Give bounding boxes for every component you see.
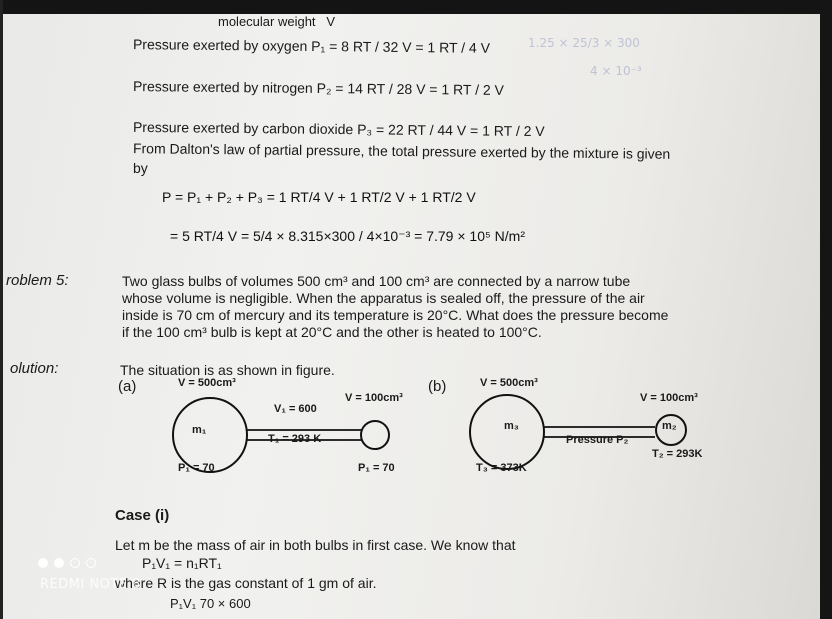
pencil-note-2: 4 × 10⁻³ — [590, 64, 642, 78]
figure-b-tag: (b) — [428, 378, 447, 395]
case-title: Case (i) — [115, 507, 170, 524]
top-cut-text: molecular weight V — [218, 14, 336, 29]
pencil-note-1: 1.25 × 25/3 × 300 — [528, 36, 640, 50]
camera-watermark: REDMI NOTE 8 — [40, 577, 141, 592]
fig-a-p-right: P₁ = 70 — [358, 462, 395, 474]
fig-a-m1: m₁ — [192, 424, 207, 436]
fig-b-m3: m₃ — [504, 420, 519, 432]
fig-b-v-big: V = 500cm³ — [480, 377, 538, 389]
fig-a-v-big: V = 500cm³ — [178, 377, 236, 389]
fig-a-p-left: P₁ = 70 — [178, 462, 215, 474]
fig-b-t2: T₂ = 293K — [652, 448, 703, 460]
solution-label: olution: — [10, 360, 59, 377]
case-cut-line: P₁V₁ 70 × 600 — [170, 596, 251, 611]
co2-pressure-line: Pressure exerted by carbon dioxide P₃ = 22 RT / 44 V = 1 RT / 2 V — [132, 118, 545, 140]
problem-line-2: whose volume is negligible. When the apparatus is sealed off, the pressure of the air — [122, 290, 645, 306]
fig-a-v1: V₁ = 600 — [274, 403, 317, 415]
case-text: Let m be the mass of air in both bulbs in first case. We know that — [115, 537, 516, 553]
fig-b-m2: m₂ — [662, 420, 677, 432]
camera-dots-icon — [38, 555, 102, 573]
fig-a-v-small: V = 100cm³ — [345, 392, 403, 404]
problem-label: roblem 5: — [6, 272, 69, 289]
nitrogen-pressure-line: Pressure exerted by nitrogen P₂ = 14 RT / 28 V = 1 RT / 2 V — [132, 78, 505, 98]
dalton-text-1: From Dalton's law of partial pressure, the total pressure exerted by the mixture is given — [132, 140, 671, 162]
big-bulb-a — [173, 398, 247, 472]
solution-intro: The situation is as shown in figure. — [120, 362, 335, 378]
fig-b-t3: T₃ = 373K — [476, 462, 527, 474]
case-equation: P₁V₁ = n₁RT₁ — [142, 555, 222, 571]
case-where: where R is the gas constant of 1 gm of air. — [115, 575, 377, 591]
fig-b-pressure: Pressure P₂ — [566, 434, 629, 446]
sum-equation: P = P₁ + P₂ + P₃ = 1 RT/4 V + 1 RT/2 V + 1 RT/2 V — [162, 189, 476, 205]
fig-a-t1: T₁ = 293 K — [268, 433, 322, 445]
big-bulb-b — [470, 395, 544, 469]
figure-a-tag: (a) — [118, 378, 137, 395]
small-bulb-a — [361, 421, 389, 449]
problem-line-3: inside is 70 cm of mercury and its temperature is 20°C. What does the pressure become — [122, 307, 669, 323]
fig-b-v-small: V = 100cm³ — [640, 392, 698, 404]
problem-line-1: Two glass bulbs of volumes 500 cm³ and 100 cm³ are connected by a narrow tube — [122, 273, 631, 289]
oxygen-pressure-line: Pressure exerted by oxygen P₁ = 8 RT / 32 V = 1 RT / 4 V — [132, 36, 491, 56]
problem-line-4: if the 100 cm³ bulb is kept at 20°C and the other is heated to 100°C. — [122, 324, 542, 340]
result-equation: = 5 RT/4 V = 5/4 × 8.315×300 / 4×10⁻³ = 7.79 × 10⁵ N/m² — [170, 228, 525, 244]
dalton-text-2: by — [133, 160, 148, 176]
